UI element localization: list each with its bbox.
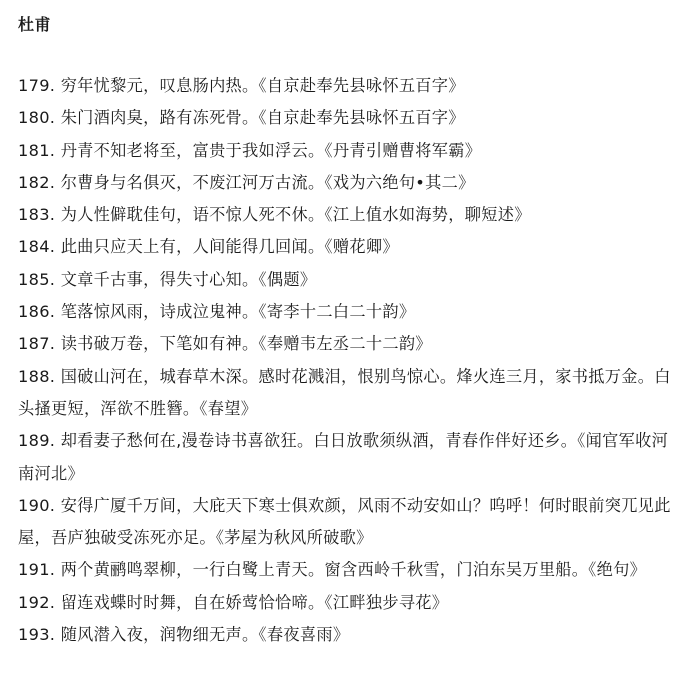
list-item: 185. 文章千古事，得失寸心知。《偶题》: [18, 269, 317, 289]
list-item: 181. 丹青不知老将至，富贵于我如浮云。《丹青引赠曹将军霸》: [18, 140, 482, 160]
list-item: 190. 安得广厦千万间，大庇天下寒士俱欢颜，风雨不动安如山？呜呼！何时眼前突兀见此屋，吾庐独破受冻死亦足。《茅屋为秋风所破歌》: [18, 495, 671, 548]
poem-list: [18, 70, 672, 651]
list-item: 183. 为人性僻耽佳句，语不惊人死不休。《江上值水如海势，聊短述》: [18, 205, 531, 225]
page-title: 杜甫: [18, 15, 52, 34]
list-item: 191. 两个黄鹂鸣翠柳，一行白鹭上青天。窗含西岭千秋雪，门泊东吴万里船。《绝句》: [18, 560, 647, 580]
list-item: 186. 笔落惊风雨，诗成泣鬼神。《寄李十二白二十韵》: [18, 302, 416, 322]
list-item: 179. 穷年忧黎元，叹息肠内热。《自京赴奉先县咏怀五百字》: [18, 76, 465, 95]
list-item: 189. 却看妻子愁何在,漫卷诗书喜欲狂。白日放歌须纵酒，青春作伴好还乡。《闻官军收河南河北》: [18, 431, 669, 483]
list-item: 193. 随风潜入夜，润物细无声。《春夜喜雨》: [18, 625, 350, 645]
list-item: 180. 朱门酒肉臭，路有冻死骨。《自京赴奉先县咏怀五百字》: [18, 108, 465, 128]
list-item: 192. 留连戏蝶时时舞，自在娇莺恰恰啼。《江畔独步寻花》: [18, 592, 449, 612]
list-item: 182. 尔曹身与名俱灭，不废江河万古流。《戏为六绝句•其二》: [18, 172, 475, 192]
list-item: 184. 此曲只应天上有，人间能得几回闻。《赠花卿》: [18, 237, 399, 257]
list-item: 188. 国破山河在，城春草木深。感时花溅泪，恨别鸟惊心。烽火连三月，家书抵万金。白头搔更短，浑欲不胜簪。《春望》: [18, 366, 671, 418]
list-item: 187. 读书破万卷，下笔如有神。《奉赠韦左丞二十二韵》: [18, 334, 432, 354]
